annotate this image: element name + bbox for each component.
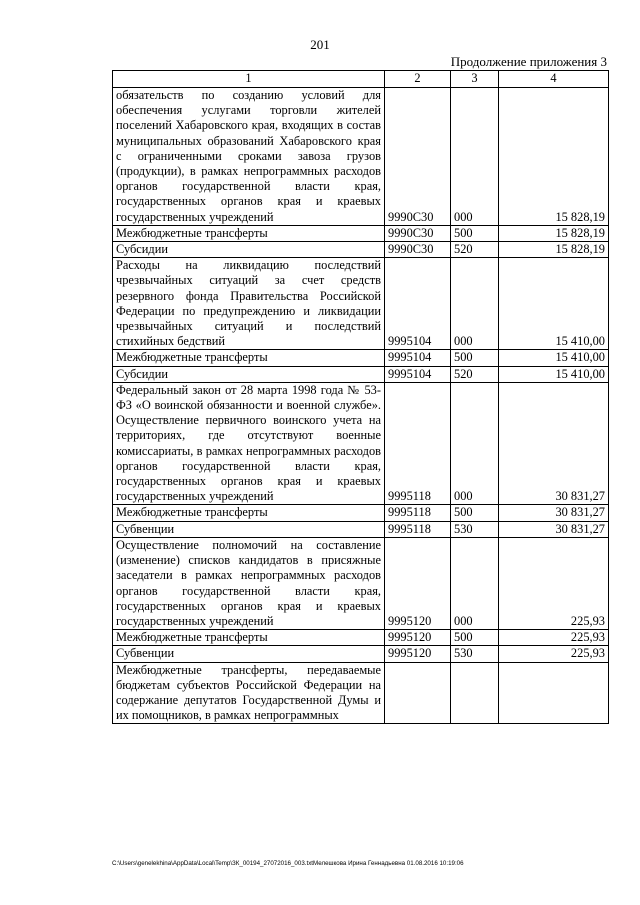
row-target-code: 9990С30 (385, 242, 451, 258)
table-row (113, 366, 609, 382)
row-expense-type: 000 (451, 258, 499, 350)
table-row (113, 662, 609, 724)
row-amount: 225,93 (499, 537, 609, 629)
row-amount: 225,93 (499, 646, 609, 662)
page-number: 201 (310, 37, 330, 52)
row-target-code: 9995118 (385, 521, 451, 537)
row-expense-type: 530 (451, 646, 499, 662)
row-description: Субсидии (113, 242, 385, 258)
row-target-code: 9995120 (385, 630, 451, 646)
row-description: Межбюджетные трансферты (113, 350, 385, 366)
row-expense-type: 000 (451, 537, 499, 629)
table-row (113, 350, 609, 366)
row-description: Федеральный закон от 28 марта 1998 года № 53-ФЗ «О воинской обязанности и военной службе». Осуществление первичного воинского учета на территориях, где отсутствуют военные комиссариаты, в рамках непрограммных расходов органов государственной власти края, государственных органов края и краевых государственных учреждений (113, 382, 385, 505)
row-target-code: 9995120 (385, 537, 451, 629)
row-description: Межбюджетные трансферты, передаваемые бюджетам субъектов Российской Федерации на содержание депутатов Государственной Думы и их помощников, в рамках непрограммных (113, 662, 385, 724)
row-description: Осуществление полномочий на составление (изменение) списков кандидатов в присяжные заседатели в рамках непрограммных расходов органов государственной власти края, государственных органов края и краевых государственных учреждений (113, 537, 385, 629)
table-row (113, 505, 609, 521)
row-amount: 30 831,27 (499, 382, 609, 505)
row-target-code: 9990С30 (385, 225, 451, 241)
row-amount (499, 662, 609, 724)
row-description: Межбюджетные трансферты (113, 505, 385, 521)
row-description: обязательств по созданию условий для обеспечения услугами торговли жителей поселений Хабаровского края, входящих в состав муниципальных образований Хабаровского края с ограниченными сроками завоза грузов (продукции), в рамках непрограммных расходов органов государственной власти края, государственных органов края и краевых государственных учреждений (113, 88, 385, 226)
row-amount: 15 410,00 (499, 350, 609, 366)
row-target-code: 9990С30 (385, 88, 451, 226)
row-expense-type: 520 (451, 242, 499, 258)
file-path-footer: C:\Users\genelekhina\AppData\Local\Temp\ЗК_00194_27072016_003.txtМелешкова Ирина Геннадьевна 01.08.2016 10:19:06 (112, 860, 464, 867)
header-col-1: 1 (113, 71, 385, 88)
budget-table (112, 70, 609, 724)
table-row (113, 537, 609, 629)
row-expense-type: 500 (451, 350, 499, 366)
row-expense-type: 530 (451, 521, 499, 537)
row-expense-type: 520 (451, 366, 499, 382)
row-target-code: 9995118 (385, 505, 451, 521)
table-row (113, 88, 609, 226)
table-row (113, 382, 609, 505)
row-description: Субвенции (113, 646, 385, 662)
row-expense-type: 500 (451, 225, 499, 241)
row-amount: 15 410,00 (499, 366, 609, 382)
row-target-code: 9995118 (385, 382, 451, 505)
row-description: Межбюджетные трансферты (113, 630, 385, 646)
row-amount: 15 828,19 (499, 242, 609, 258)
header-col-2: 2 (385, 71, 451, 88)
row-amount: 30 831,27 (499, 505, 609, 521)
table-row (113, 630, 609, 646)
row-expense-type: 000 (451, 382, 499, 505)
table-row (113, 521, 609, 537)
row-amount: 225,93 (499, 630, 609, 646)
table-row (113, 646, 609, 662)
table-row (113, 242, 609, 258)
row-expense-type: 500 (451, 505, 499, 521)
row-target-code: 9995104 (385, 258, 451, 350)
table-row (113, 258, 609, 350)
table-row (113, 225, 609, 241)
row-amount: 30 831,27 (499, 521, 609, 537)
row-amount: 15 410,00 (499, 258, 609, 350)
row-description: Расходы на ликвидацию последствий чрезвычайных ситуаций за счет средств резервного фонда Правительства Российской Федерации по предупреждению и ликвидации чрезвычайных ситуаций и последствий стихийных бедствий (113, 258, 385, 350)
row-target-code (385, 662, 451, 724)
row-expense-type: 000 (451, 88, 499, 226)
row-description: Субсидии (113, 366, 385, 382)
row-amount: 15 828,19 (499, 88, 609, 226)
continuation-label: Продолжение приложения 3 (450, 54, 607, 69)
row-expense-type (451, 662, 499, 724)
row-description: Субвенции (113, 521, 385, 537)
row-amount: 15 828,19 (499, 225, 609, 241)
header-col-3: 3 (451, 71, 499, 88)
table-header-row (113, 71, 609, 88)
row-expense-type: 500 (451, 630, 499, 646)
row-target-code: 9995104 (385, 350, 451, 366)
row-target-code: 9995120 (385, 646, 451, 662)
row-target-code: 9995104 (385, 366, 451, 382)
row-description: Межбюджетные трансферты (113, 225, 385, 241)
header-col-4: 4 (499, 71, 609, 88)
